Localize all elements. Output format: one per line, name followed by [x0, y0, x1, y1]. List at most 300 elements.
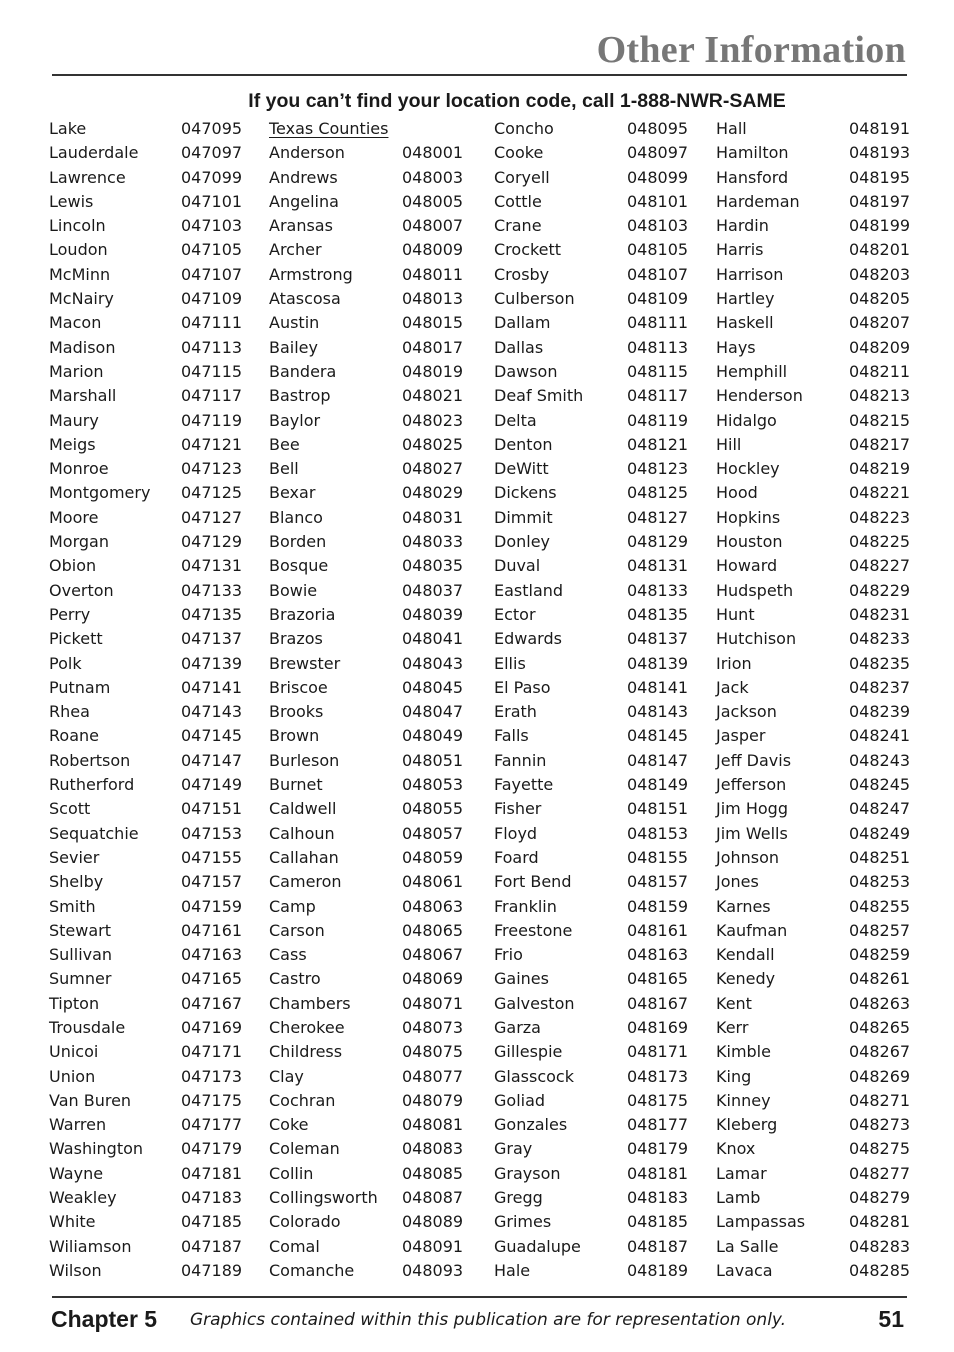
county-code: 048247 [849, 799, 911, 819]
county-code: 047099 [181, 167, 243, 187]
county-name: Cooke [494, 143, 544, 163]
county-name: Obion [49, 556, 97, 576]
county-code: 048051 [402, 750, 464, 770]
county-name: Duval [494, 556, 541, 576]
county-code: 048215 [849, 410, 911, 430]
county-name: Hardeman [716, 191, 800, 211]
county-code: 048277 [849, 1163, 911, 1183]
county-name: Angelina [269, 191, 339, 211]
county-name: Hale [494, 1260, 531, 1280]
county-name: Cherokee [269, 1017, 345, 1037]
county-name: Lampassas [716, 1212, 806, 1232]
county-name: Comanche [269, 1260, 355, 1280]
county-name: Briscoe [269, 677, 328, 697]
county-code: 048245 [849, 775, 911, 795]
county-name: McNairy [49, 289, 114, 309]
county-name: Haskell [716, 313, 774, 333]
county-name: Warren [49, 1115, 107, 1135]
county-name: Union [49, 1066, 96, 1086]
county-code: 048131 [627, 556, 689, 576]
county-code: 048109 [627, 289, 689, 309]
county-name: Brewster [269, 653, 341, 673]
county-code: 048001 [402, 143, 464, 163]
county-name: McMinn [49, 264, 111, 284]
disclaimer-text: Graphics contained within this publication are for representation only. [190, 1310, 787, 1330]
county-name: Sevier [49, 847, 100, 867]
county-code: 048191 [849, 119, 911, 138]
county-name: Falls [494, 726, 529, 746]
county-name: El Paso [494, 677, 551, 697]
county-name: Eastland [494, 580, 564, 600]
county-code: 048177 [627, 1115, 689, 1135]
county-name: Harrison [716, 264, 784, 284]
county-code: 048015 [402, 313, 464, 333]
county-code: 048251 [849, 847, 911, 867]
county-name: Hays [716, 337, 756, 357]
county-name: Jones [716, 872, 759, 892]
county-name: Galveston [494, 993, 575, 1013]
county-name: DeWitt [494, 459, 549, 479]
county-name: Jeff Davis [716, 750, 792, 770]
county-name: Camp [269, 896, 316, 916]
county-code: 048079 [402, 1090, 464, 1110]
county-code: 048019 [402, 361, 464, 381]
county-code: 047147 [181, 750, 243, 770]
county-name: Wiliamson [49, 1236, 132, 1256]
county-name: Coleman [269, 1139, 340, 1159]
county-name: Hall [716, 119, 747, 138]
county-name: Lavaca [716, 1260, 773, 1280]
county-code: 048167 [627, 993, 689, 1013]
county-code: 048043 [402, 653, 464, 673]
county-code: 048035 [402, 556, 464, 576]
county-code: 048117 [627, 386, 689, 406]
county-code: 048065 [402, 920, 464, 940]
county-code: 048229 [849, 580, 911, 600]
county-name: Atascosa [269, 289, 341, 309]
county-code: 047183 [181, 1188, 243, 1208]
county-code: 048095 [627, 119, 689, 138]
county-code: 048107 [627, 264, 689, 284]
county-code: 048163 [627, 945, 689, 965]
county-name: Armstrong [269, 264, 353, 284]
county-name: Washington [49, 1139, 144, 1159]
county-code: 048189 [627, 1260, 689, 1280]
county-name: Childress [269, 1042, 343, 1062]
county-name: Jim Hogg [716, 799, 788, 819]
county-name: Crosby [494, 264, 550, 284]
county-name: Monroe [49, 459, 109, 479]
county-name: Polk [49, 653, 82, 673]
county-name: Garza [494, 1017, 541, 1037]
county-name: Sumner [49, 969, 112, 989]
county-name: Lake [49, 119, 87, 138]
county-name: Aransas [269, 216, 333, 236]
county-code: 048203 [849, 264, 911, 284]
county-name: Cochran [269, 1090, 336, 1110]
county-name: Wilson [49, 1260, 102, 1280]
county-name: Fayette [494, 775, 554, 795]
county-name: Rutherford [49, 775, 135, 795]
county-code: 047141 [181, 677, 243, 697]
county-code: 047101 [181, 191, 243, 211]
county-code: 048041 [402, 629, 464, 649]
county-name: Brazoria [269, 604, 336, 624]
county-code: 048179 [627, 1139, 689, 1159]
county-name: Overton [49, 580, 114, 600]
county-code: 047107 [181, 264, 243, 284]
county-name: Jefferson [716, 775, 787, 795]
county-name: Van Buren [49, 1090, 132, 1110]
county-code: 048237 [849, 677, 911, 697]
county-code: 048153 [627, 823, 689, 843]
county-name: Fisher [494, 799, 542, 819]
county-name: Lauderdale [49, 143, 139, 163]
county-name: Loudon [49, 240, 108, 260]
county-code: 048175 [627, 1090, 689, 1110]
county-name: Marshall [49, 386, 117, 406]
county-code: 048155 [627, 847, 689, 867]
county-code: 047115 [181, 361, 243, 381]
county-name: Bell [269, 459, 299, 479]
county-name: Calhoun [269, 823, 335, 843]
county-name: Ellis [494, 653, 526, 673]
county-code: 048211 [849, 361, 911, 381]
county-code: 047173 [181, 1066, 243, 1086]
county-name: Comal [269, 1236, 320, 1256]
county-code: 048227 [849, 556, 911, 576]
county-name: Crane [494, 216, 542, 236]
county-code: 047125 [181, 483, 243, 503]
county-name: Hartley [716, 289, 775, 309]
county-code: 048091 [402, 1236, 464, 1256]
county-name: Donley [494, 532, 551, 552]
county-code: 048267 [849, 1042, 911, 1062]
county-name: Brooks [269, 702, 324, 722]
county-code: 047165 [181, 969, 243, 989]
county-code: 048039 [402, 604, 464, 624]
county-name: Dallam [494, 313, 551, 333]
county-code: 048003 [402, 167, 464, 187]
county-code: 048129 [627, 532, 689, 552]
county-code: 048265 [849, 1017, 911, 1037]
county-name: Hood [716, 483, 758, 503]
county-name: Knox [716, 1139, 756, 1159]
county-name: Gray [494, 1139, 533, 1159]
county-code: 048099 [627, 167, 689, 187]
county-code: 047129 [181, 532, 243, 552]
county-name: Henderson [716, 386, 803, 406]
county-code: 047159 [181, 896, 243, 916]
county-code: 048169 [627, 1017, 689, 1037]
county-name: Harris [716, 240, 764, 260]
county-code: 048285 [849, 1260, 911, 1280]
county-name: Dimmit [494, 507, 553, 527]
county-name: Meigs [49, 434, 96, 454]
page-title: Other Information [596, 29, 906, 71]
county-code: 048075 [402, 1042, 464, 1062]
county-code: 047153 [181, 823, 243, 843]
county-name: Bastrop [269, 386, 331, 406]
county-code: 048115 [627, 361, 689, 381]
county-code: 048029 [402, 483, 464, 503]
county-name: Denton [494, 434, 553, 454]
county-name: Edwards [494, 629, 562, 649]
county-code: 048077 [402, 1066, 464, 1086]
county-code: 048199 [849, 216, 911, 236]
county-name: Cass [269, 945, 307, 965]
county-code: 048031 [402, 507, 464, 527]
county-code: 048173 [627, 1066, 689, 1086]
county-name: Fannin [494, 750, 547, 770]
county-code: 048219 [849, 459, 911, 479]
county-name: Stewart [49, 920, 112, 940]
county-name: Fort Bend [494, 872, 572, 892]
county-code: 048239 [849, 702, 911, 722]
county-name: Crockett [494, 240, 562, 260]
county-name: Brown [269, 726, 320, 746]
county-name: Foard [494, 847, 539, 867]
county-name: Gregg [494, 1188, 543, 1208]
county-name: Bee [269, 434, 300, 454]
county-code: 048081 [402, 1115, 464, 1135]
county-code: 048045 [402, 677, 464, 697]
county-name: Gaines [494, 969, 549, 989]
county-name: Concho [494, 119, 554, 138]
county-name: Burnet [269, 775, 323, 795]
county-name: Carson [269, 920, 325, 940]
county-code: 047095 [181, 119, 243, 138]
county-code: 048181 [627, 1163, 689, 1183]
county-code: 047113 [181, 337, 243, 357]
county-name: Kerr [716, 1017, 749, 1037]
county-name: Sullivan [49, 945, 113, 965]
county-code: 048047 [402, 702, 464, 722]
county-name: Hopkins [716, 507, 781, 527]
county-name: Macon [49, 313, 102, 333]
county-code: 047103 [181, 216, 243, 236]
county-name: Montgomery [49, 483, 151, 503]
county-code: 048283 [849, 1236, 911, 1256]
county-name: Dickens [494, 483, 557, 503]
county-name: Grayson [494, 1163, 561, 1183]
county-name: Castro [269, 969, 321, 989]
county-code: 048197 [849, 191, 911, 211]
county-code: 048213 [849, 386, 911, 406]
county-name: Lamar [716, 1163, 767, 1183]
county-name: Delta [494, 410, 537, 430]
county-name: Scott [49, 799, 91, 819]
county-name: Hudspeth [716, 580, 794, 600]
county-name: Brazos [269, 629, 323, 649]
county-name: Jackson [716, 702, 777, 722]
county-code: 048161 [627, 920, 689, 940]
county-name: Hansford [716, 167, 789, 187]
county-name: Hamilton [716, 143, 789, 163]
county-code: 048195 [849, 167, 911, 187]
county-code: 047185 [181, 1212, 243, 1232]
county-name: Kendall [716, 945, 775, 965]
county-code: 048183 [627, 1188, 689, 1208]
county-code: 048127 [627, 507, 689, 527]
county-code: 048057 [402, 823, 464, 843]
county-code: 048205 [849, 289, 911, 309]
county-code: 047179 [181, 1139, 243, 1159]
county-code: 047109 [181, 289, 243, 309]
county-code: 048257 [849, 920, 911, 940]
county-name: Andrews [269, 167, 338, 187]
county-name: Franklin [494, 896, 557, 916]
county-code: 047175 [181, 1090, 243, 1110]
county-name: Gillespie [494, 1042, 563, 1062]
county-code: 048157 [627, 872, 689, 892]
county-name: Austin [269, 313, 320, 333]
county-code: 048151 [627, 799, 689, 819]
county-name: Dallas [494, 337, 544, 357]
county-code: 047133 [181, 580, 243, 600]
county-code: 048249 [849, 823, 911, 843]
county-name: Maury [49, 410, 99, 430]
county-name: Johnson [716, 847, 780, 867]
county-name: Collingsworth [269, 1188, 378, 1208]
county-name: Trousdale [49, 1017, 126, 1037]
county-code: 048133 [627, 580, 689, 600]
county-name: Chambers [269, 993, 351, 1013]
county-name: Roane [49, 726, 99, 746]
county-name: Lawrence [49, 167, 126, 187]
county-code: 048259 [849, 945, 911, 965]
county-name: Irion [716, 653, 752, 673]
county-code: 048059 [402, 847, 464, 867]
county-code: 048069 [402, 969, 464, 989]
county-name: Colorado [269, 1212, 341, 1232]
county-name: Putnam [49, 677, 111, 697]
county-code: 047163 [181, 945, 243, 965]
county-name: Baylor [269, 410, 321, 430]
county-code: 048241 [849, 726, 911, 746]
county-name: Deaf Smith [494, 386, 584, 406]
county-name: Gonzales [494, 1115, 568, 1135]
county-name: Perry [49, 604, 91, 624]
county-name: Sequatchie [49, 823, 139, 843]
county-name: Unicoi [49, 1042, 99, 1062]
county-code: 047097 [181, 143, 243, 163]
county-code: 048073 [402, 1017, 464, 1037]
county-code: 048011 [402, 264, 464, 284]
county-name: Cottle [494, 191, 542, 211]
county-code: 048255 [849, 896, 911, 916]
county-name: Coke [269, 1115, 309, 1135]
county-code: 048217 [849, 434, 911, 454]
county-code: 048033 [402, 532, 464, 552]
county-name: Floyd [494, 823, 538, 843]
county-name: Robertson [49, 750, 131, 770]
county-name: Lincoln [49, 216, 106, 236]
county-code: 048149 [627, 775, 689, 795]
county-name: Clay [269, 1066, 304, 1086]
county-name: Moore [49, 507, 99, 527]
county-code: 048139 [627, 653, 689, 673]
county-name: La Salle [716, 1236, 779, 1256]
county-code: 048111 [627, 313, 689, 333]
county-name: Karnes [716, 896, 771, 916]
county-code: 048017 [402, 337, 464, 357]
county-code: 048235 [849, 653, 911, 673]
county-code: 048159 [627, 896, 689, 916]
county-code: 048049 [402, 726, 464, 746]
county-code: 048261 [849, 969, 911, 989]
county-code: 048201 [849, 240, 911, 260]
county-name: Borden [269, 532, 327, 552]
county-code: 048083 [402, 1139, 464, 1159]
county-code: 048025 [402, 434, 464, 454]
county-code: 047145 [181, 726, 243, 746]
county-name: Smith [49, 896, 96, 916]
county-code: 048085 [402, 1163, 464, 1183]
county-name: Bexar [269, 483, 316, 503]
county-code: 048185 [627, 1212, 689, 1232]
county-code: 047151 [181, 799, 243, 819]
county-name: King [716, 1066, 752, 1086]
county-code: 047149 [181, 775, 243, 795]
county-code: 048097 [627, 143, 689, 163]
county-code: 048147 [627, 750, 689, 770]
county-name: Hardin [716, 216, 769, 236]
county-name: Kent [716, 993, 752, 1013]
county-name: Bandera [269, 361, 337, 381]
county-name: Tipton [49, 993, 100, 1013]
county-name: Frio [494, 945, 523, 965]
county-code: 048145 [627, 726, 689, 746]
county-code: 047127 [181, 507, 243, 527]
county-name: Morgan [49, 532, 109, 552]
county-code: 048105 [627, 240, 689, 260]
county-name: Jim Wells [716, 823, 788, 843]
county-code: 048273 [849, 1115, 911, 1135]
county-name: Glasscock [494, 1066, 574, 1086]
county-code: 047155 [181, 847, 243, 867]
section-header-text: Texas Counties [269, 119, 389, 138]
county-name: Erath [494, 702, 537, 722]
county-code: 048093 [402, 1260, 464, 1280]
county-name: Bowie [269, 580, 318, 600]
county-code: 047123 [181, 459, 243, 479]
county-name: Collin [269, 1163, 314, 1183]
county-name: Jasper [716, 726, 766, 746]
county-code: 048137 [627, 629, 689, 649]
county-name: Hemphill [716, 361, 788, 381]
county-code: 048055 [402, 799, 464, 819]
header-rule [52, 74, 907, 76]
county-name: Howard [716, 556, 778, 576]
county-code: 047171 [181, 1042, 243, 1062]
county-code: 048021 [402, 386, 464, 406]
county-name: Goliad [494, 1090, 546, 1110]
county-name: Pickett [49, 629, 103, 649]
county-code: 048279 [849, 1188, 911, 1208]
county-code: 047111 [181, 313, 243, 333]
county-code: 048221 [849, 483, 911, 503]
county-name: Shelby [49, 872, 104, 892]
county-code: 048037 [402, 580, 464, 600]
county-name: Freestone [494, 920, 573, 940]
county-code: 047131 [181, 556, 243, 576]
county-name: Madison [49, 337, 116, 357]
county-name: Guadalupe [494, 1236, 581, 1256]
county-name: Bailey [269, 337, 318, 357]
county-code: 047181 [181, 1163, 243, 1183]
county-name: Hockley [716, 459, 780, 479]
